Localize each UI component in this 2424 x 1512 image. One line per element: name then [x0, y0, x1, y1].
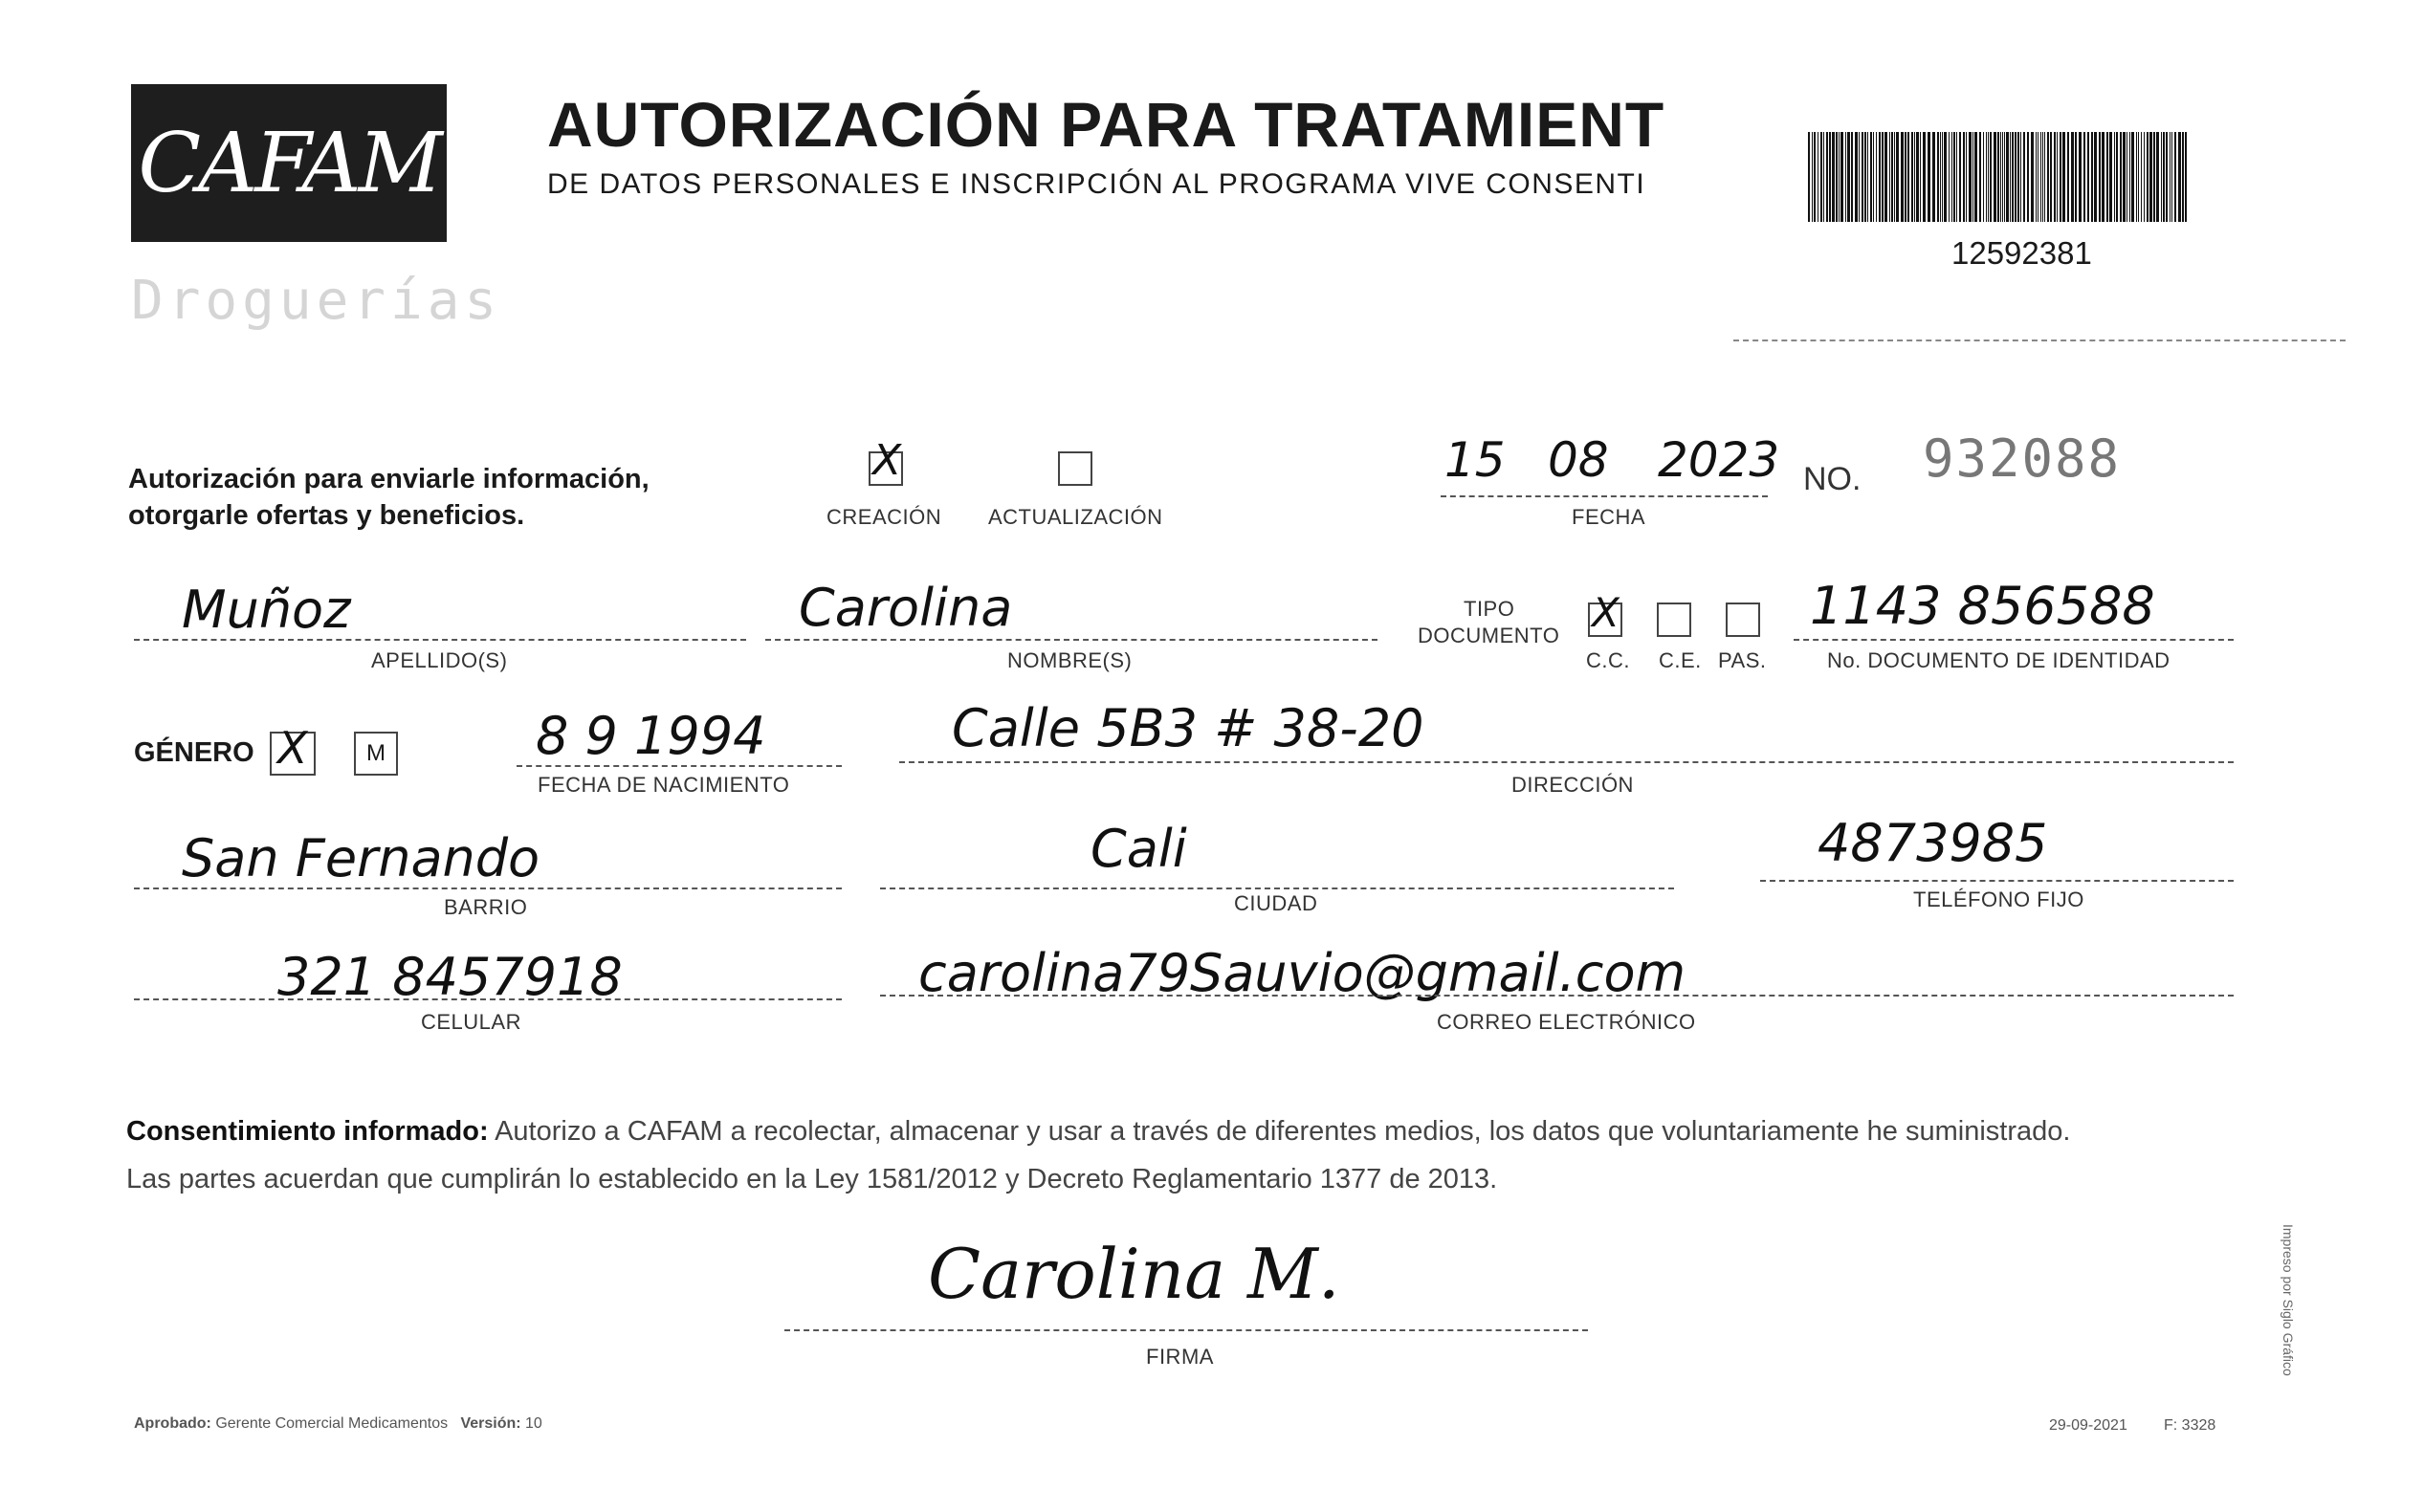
- date-year: 2023: [1658, 432, 1780, 488]
- signature-label: FIRMA: [1146, 1345, 1214, 1369]
- date-day: 15: [1444, 432, 1506, 488]
- logo-subtitle: Droguerías: [131, 270, 502, 332]
- cafam-logo: [131, 84, 447, 242]
- male-checkbox[interactable]: M: [354, 732, 398, 776]
- barcode-number: 12592381: [1951, 235, 2092, 271]
- female-checkbox[interactable]: X: [270, 732, 316, 776]
- name-value: Carolina: [799, 578, 1013, 638]
- email-label: CORREO ELECTRÓNICO: [1437, 1010, 1696, 1034]
- address-line[interactable]: [899, 761, 2234, 763]
- gender-label: GÉNERO: [134, 737, 254, 768]
- pas-label: PAS.: [1718, 648, 1767, 672]
- phone-line[interactable]: [1760, 880, 2234, 882]
- birth-date-label: FECHA DE NACIMIENTO: [538, 773, 790, 797]
- surname-line[interactable]: [134, 639, 746, 641]
- no-label: NO.: [1803, 461, 1862, 497]
- footer-ref: F: 3328: [2164, 1417, 2216, 1434]
- form-title: AUTORIZACIÓN PARA TRATAMIENT: [547, 89, 1665, 160]
- surname-label: APELLIDO(S): [371, 648, 508, 672]
- printer-note: Impreso por Siglo Gráfico: [2281, 1224, 2296, 1376]
- birth-date-value: 8 9 1994: [536, 706, 766, 766]
- form-subtitle: DE DATOS PERSONALES E INSCRIPCIÓN AL PROGRAMA VIVE CONSENTI: [547, 168, 1646, 200]
- consent-text-1: Autorizo a CAFAM a recolectar, almacenar y usar a través de diferentes medios, los datos que voluntariamente he suministrado.: [488, 1116, 2071, 1147]
- authorization-label: Autorización para enviarle información, otorgarle ofertas y beneficios.: [128, 464, 650, 531]
- barrio-line[interactable]: [134, 887, 842, 889]
- signature-value: Carolina M.: [928, 1234, 1340, 1314]
- id-number-value: 1143 856588: [1810, 576, 2155, 636]
- ce-label: C.E.: [1659, 648, 1702, 672]
- email-line[interactable]: [880, 995, 2234, 997]
- consent-title: Consentimiento informado:: [126, 1116, 489, 1147]
- barrio-value: San Fernando: [182, 828, 540, 888]
- pas-checkbox[interactable]: [1726, 603, 1760, 637]
- city-value: Cali: [1091, 819, 1187, 879]
- ce-checkbox[interactable]: [1657, 603, 1691, 637]
- approved-info: Aprobado: Gerente Comercial Medicamentos Versión: 10: [134, 1415, 542, 1432]
- date-month: 08: [1548, 432, 1609, 488]
- signature-line[interactable]: [784, 1329, 1588, 1331]
- surname-value: Muñoz: [182, 580, 351, 640]
- id-line[interactable]: [1794, 639, 2234, 641]
- address-value: Calle 5B3 # 38-20: [952, 698, 1424, 758]
- divider: [1733, 340, 2346, 341]
- footer-date: 29-09-2021: [2049, 1417, 2127, 1434]
- mobile-value: 321 8457918: [277, 947, 623, 1007]
- mobile-label: CELULAR: [421, 1010, 521, 1034]
- phone-label: TELÉFONO FIJO: [1913, 887, 2084, 911]
- creation-label: CREACIÓN: [826, 505, 942, 529]
- consent-paragraph: [126, 1107, 2307, 1203]
- creation-checkbox[interactable]: X: [869, 451, 903, 486]
- city-label: CIUDAD: [1234, 891, 1318, 915]
- document-number: 932088: [1923, 428, 2122, 489]
- phone-value: 4873985: [1818, 813, 2048, 873]
- mobile-line[interactable]: [134, 998, 842, 1000]
- date-label: FECHA: [1572, 505, 1646, 529]
- address-label: DIRECCIÓN: [1511, 773, 1634, 797]
- name-label: NOMBRE(S): [1007, 648, 1133, 672]
- tipo-label: TIPO: [1464, 597, 1515, 621]
- update-checkbox[interactable]: [1058, 451, 1092, 486]
- birth-date-line[interactable]: [517, 765, 842, 767]
- cc-checkbox[interactable]: X: [1588, 603, 1622, 637]
- email-value: carolina79Sauvio@gmail.com: [918, 943, 1686, 1003]
- consent-text-2: Las partes acuerdan que cumplirán lo establecido en la Ley 1581/2012 y Decreto Reglamentario 1377 de 2013.: [126, 1164, 1498, 1194]
- update-label: ACTUALIZACIÓN: [988, 505, 1163, 529]
- city-line[interactable]: [880, 887, 1674, 889]
- logo-text: CAFAM: [138, 115, 440, 211]
- name-line[interactable]: [765, 639, 1377, 641]
- cc-label: C.C.: [1586, 648, 1630, 672]
- documento-label: DOCUMENTO: [1418, 624, 1560, 647]
- id-label: No. DOCUMENTO DE IDENTIDAD: [1827, 648, 2171, 672]
- barcode-icon: [1808, 132, 2191, 222]
- barrio-label: BARRIO: [444, 895, 528, 919]
- date-line: [1441, 495, 1768, 497]
